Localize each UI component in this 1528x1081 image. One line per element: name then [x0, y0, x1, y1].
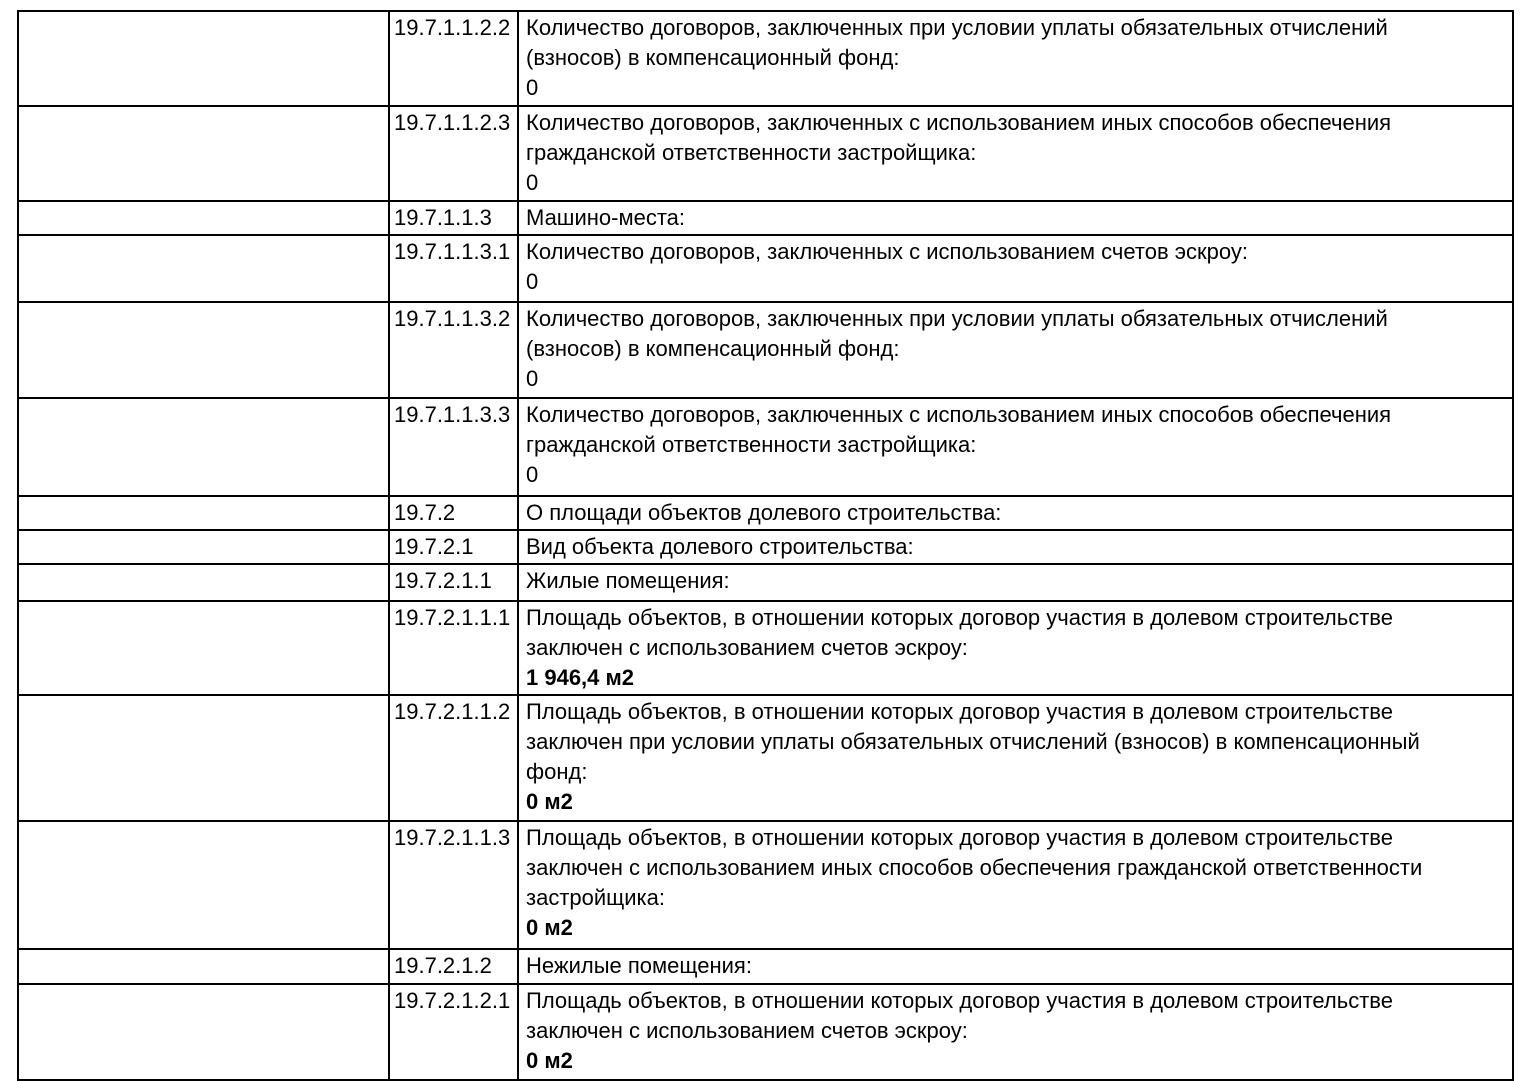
row-content-cell	[518, 106, 1513, 201]
row-content-cell	[518, 302, 1513, 398]
table-row	[18, 949, 1513, 984]
group-spacer-cell	[18, 984, 389, 1080]
group-spacer-cell	[18, 302, 389, 398]
row-content-cell	[518, 984, 1513, 1080]
row-label: Жилые помещения:	[526, 568, 730, 593]
table-row	[18, 106, 1513, 201]
row-value: 0 м2	[526, 915, 573, 940]
declaration-table-body	[18, 11, 1513, 1080]
row-content-cell	[518, 564, 1513, 601]
table-row	[18, 11, 1513, 106]
document-page	[17, 10, 1514, 1081]
row-code: 19.7.1.1.2.2	[389, 11, 518, 106]
table-row	[18, 530, 1513, 564]
row-label: Количество договоров, заключенных при условии уплаты обязательных отчислений (взносов) в компенсационный фонд:	[526, 15, 1388, 70]
row-label: Площадь объектов, в отношении которых договор участия в долевом строительстве заключен при условии уплаты обязательных отчислений (взносов) в компенсационный фонд:	[526, 699, 1420, 784]
group-spacer-cell	[18, 235, 389, 302]
row-code: 19.7.1.1.2.3	[389, 106, 518, 201]
row-code: 19.7.2.1.2	[389, 949, 518, 984]
table-row	[18, 302, 1513, 398]
row-code: 19.7.2.1.1.3	[389, 821, 518, 949]
group-spacer-cell	[18, 601, 389, 695]
row-content-cell	[518, 695, 1513, 821]
row-value: 0	[526, 170, 539, 195]
table-row	[18, 398, 1513, 496]
row-label: Площадь объектов, в отношении которых договор участия в долевом строительстве заключен с использованием счетов эскроу:	[526, 605, 1393, 660]
row-label: Площадь объектов, в отношении которых договор участия в долевом строительстве заключен с использованием счетов эскроу:	[526, 988, 1393, 1043]
row-content-cell	[518, 530, 1513, 564]
group-spacer-cell	[18, 398, 389, 496]
row-content-cell	[518, 235, 1513, 302]
row-label: Количество договоров, заключенных при условии уплаты обязательных отчислений (взносов) в компенсационный фонд:	[526, 306, 1388, 361]
row-code: 19.7.2.1.2.1	[389, 984, 518, 1080]
row-code: 19.7.1.1.3.1	[389, 235, 518, 302]
group-spacer-cell	[18, 821, 389, 949]
row-label: Количество договоров, заключенных с использованием иных способов обеспечения гражданской ответственности застройщика:	[526, 110, 1392, 165]
table-row	[18, 201, 1513, 235]
group-spacer-cell	[18, 106, 389, 201]
table-row	[18, 496, 1513, 530]
row-code: 19.7.2.1.1.2	[389, 695, 518, 821]
group-spacer-cell	[18, 201, 389, 235]
row-label: Количество договоров, заключенных с использованием счетов эскроу:	[526, 239, 1248, 264]
group-spacer-cell	[18, 695, 389, 821]
row-value: 0 м2	[526, 1048, 573, 1073]
row-value: 0 м2	[526, 789, 573, 814]
row-code: 19.7.1.1.3.2	[389, 302, 518, 398]
row-label: О площади объектов долевого строительства:	[526, 500, 1002, 525]
row-content-cell	[518, 201, 1513, 235]
row-value: 0	[526, 269, 539, 294]
row-code: 19.7.1.1.3	[389, 201, 518, 235]
row-label: Машино-места:	[526, 205, 685, 230]
row-code: 19.7.1.1.3.3	[389, 398, 518, 496]
group-spacer-cell	[18, 530, 389, 564]
table-row	[18, 821, 1513, 949]
table-row	[18, 601, 1513, 695]
row-code: 19.7.2.1	[389, 530, 518, 564]
row-code: 19.7.2.1.1	[389, 564, 518, 601]
row-content-cell	[518, 949, 1513, 984]
group-spacer-cell	[18, 949, 389, 984]
row-content-cell	[518, 821, 1513, 949]
table-row	[18, 984, 1513, 1080]
group-spacer-cell	[18, 496, 389, 530]
table-row	[18, 235, 1513, 302]
row-value: 0	[526, 366, 539, 391]
row-label: Количество договоров, заключенных с использованием иных способов обеспечения гражданской ответственности застройщика:	[526, 402, 1392, 457]
row-content-cell	[518, 11, 1513, 106]
group-spacer-cell	[18, 11, 389, 106]
row-value: 1 946,4 м2	[526, 665, 635, 690]
table-row	[18, 564, 1513, 601]
row-code: 19.7.2	[389, 496, 518, 530]
row-content-cell	[518, 496, 1513, 530]
row-label: Площадь объектов, в отношении которых договор участия в долевом строительстве заключен с использованием иных способов обеспечения гражданской ответственности застройщика:	[526, 825, 1423, 910]
row-content-cell	[518, 398, 1513, 496]
group-spacer-cell	[18, 564, 389, 601]
row-label: Вид объекта долевого строительства:	[526, 534, 914, 559]
declaration-table	[17, 10, 1514, 1081]
row-content-cell	[518, 601, 1513, 695]
row-code: 19.7.2.1.1.1	[389, 601, 518, 695]
row-value: 0	[526, 75, 539, 100]
row-label: Нежилые помещения:	[526, 953, 752, 978]
row-value: 0	[526, 462, 539, 487]
table-row	[18, 695, 1513, 821]
